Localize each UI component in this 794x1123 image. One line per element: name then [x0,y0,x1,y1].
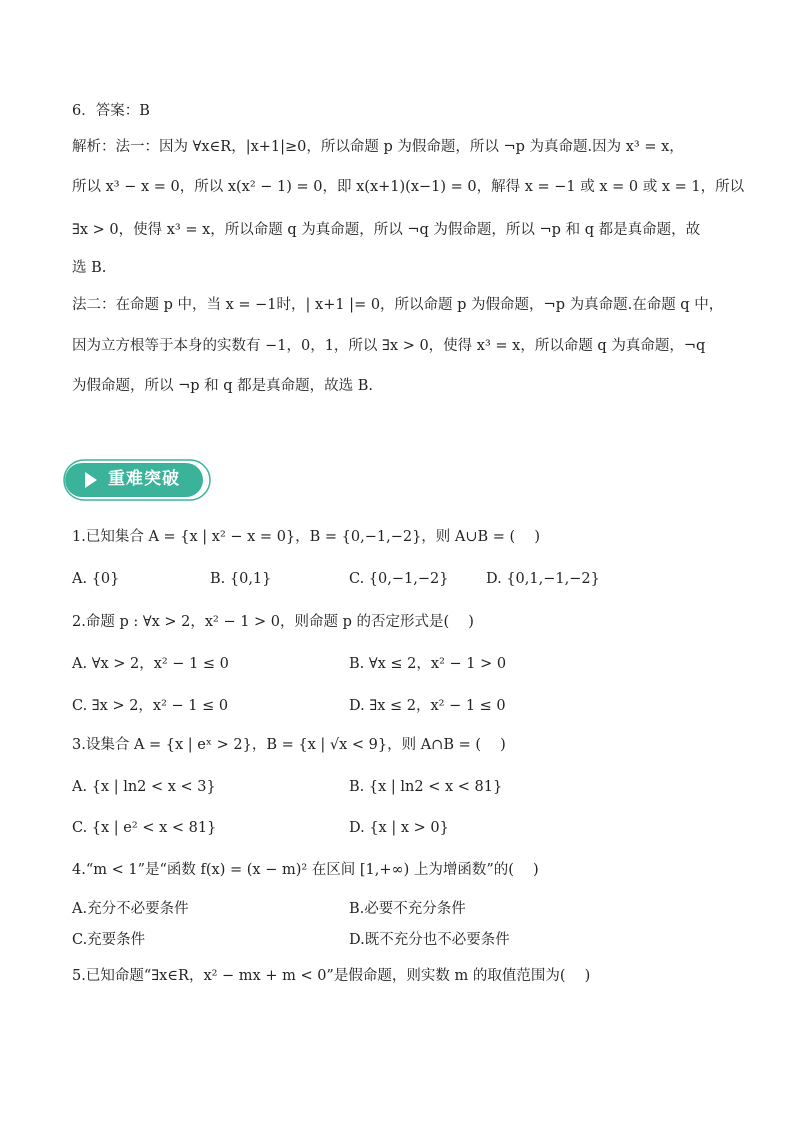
question-2-option-d: D. ∃x ≤ 2，x² − 1 ≤ 0 [349,698,506,714]
question-1-option-a: A. {0} [72,571,120,587]
question-3-option-d: D. {x | x > 0} [349,820,449,836]
answer-line-7: 为假命题，所以 ¬p 和 q 都是真命题，故选 B. [72,378,374,394]
section-title: 重难突破 [108,469,180,489]
question-1-option-c: C. {0,−1,−2} [349,571,449,587]
answer-heading: 6．答案：B [72,103,150,119]
question-1-stem: 1.已知集合 A = {x | x² − x = 0}，B = {0,−1,−2}，则 A∪B = ( ) [72,529,540,545]
question-3-option-c: C. {x | e² < x < 81} [72,820,217,836]
question-2-option-c: C. ∃x > 2，x² − 1 ≤ 0 [72,698,229,714]
answer-line-4: 选 B. [72,260,107,276]
question-1-option-b: B. {0,1} [210,571,272,587]
question-2-stem: 2.命题 p : ∀x > 2，x² − 1 > 0，则命题 p 的否定形式是( ) [72,614,474,630]
answer-line-3: ∃x > 0，使得 x³ = x，所以命题 q 为真命题，所以 ¬q 为假命题，所以 ¬p 和 q 都是真命题，故 [72,222,701,238]
answer-line-2: 所以 x³ − x = 0，所以 x(x² − 1) = 0，即 x(x+1)(x−1) = 0，解得 x = −1 或 x = 0 或 x = 1，所以 [72,179,745,195]
answer-line-1: 解析：法一：因为 ∀x∈R，|x+1|≥0，所以命题 p 为假命题，所以 ¬p 为真命题.因为 x³ = x， [72,139,684,155]
question-4-stem: 4.“m < 1”是“函数 f(x) = (x − m)² 在区间 [1,+∞) 上为增函数”的( ) [72,862,539,878]
question-4-option-c: C.充要条件 [72,932,146,948]
question-3-option-b: B. {x | ln2 < x < 81} [349,779,503,795]
question-4-option-d: D.既不充分也不必要条件 [349,932,510,948]
question-2-option-a: A. ∀x > 2，x² − 1 ≤ 0 [72,656,229,672]
question-4-option-a: A.充分不必要条件 [72,901,189,917]
question-3-option-a: A. {x | ln2 < x < 3} [72,779,216,795]
question-5-stem: 5.已知命题“∃x∈R，x² − mx + m < 0”是假命题，则实数 m 的取值范围为( ) [72,968,591,984]
question-4-option-b: B.必要不充分条件 [349,901,466,917]
section-badge [62,458,212,500]
question-3-stem: 3.设集合 A = {x | eˣ > 2}，B = {x | √x < 9}，则 A∩B = ( ) [72,737,506,753]
question-1-option-d: D. {0,1,−1,−2} [486,571,600,587]
answer-line-5: 法二：在命题 p 中，当 x = −1时，| x+1 |= 0，所以命题 p 为假命题，¬p 为真命题.在命题 q 中， [72,297,724,313]
answer-line-6: 因为立方根等于本身的实数有 −1，0，1，所以 ∃x > 0，使得 x³ = x，所以命题 q 为真命题，¬q [72,338,706,354]
question-2-option-b: B. ∀x ≤ 2，x² − 1 > 0 [349,656,507,672]
